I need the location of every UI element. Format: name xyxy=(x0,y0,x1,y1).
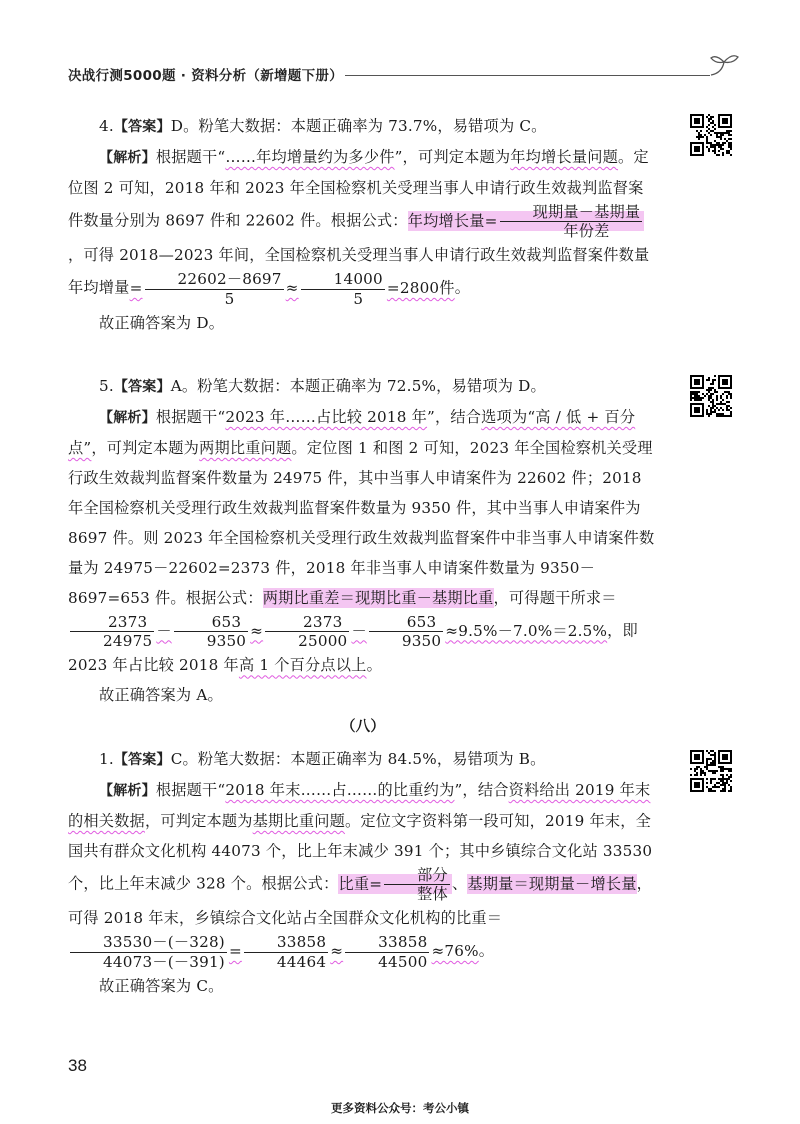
footer-note: 更多资料公众号：考公小镇 xyxy=(331,1101,469,1115)
page-number: 38 xyxy=(68,1056,87,1075)
qr-code-icon[interactable] xyxy=(690,114,732,156)
sprout-icon xyxy=(708,52,740,78)
formula-highlight: 年均增长量= $\frac{\text{现期量－基期量}}{\text{年份差}}$ xyxy=(408,211,645,231)
running-header: 决战行测5000题 · 资料分析（新增题下册） xyxy=(68,68,344,84)
qr-code-icon[interactable] xyxy=(690,375,732,417)
question-4: 4.【答案】D。粉笔大数据：本题正确率为 73.7%，易错项为 C。 【解析】根据题干“……年均增量约为多少件”，可判定本题为年均增长量问题。定位图 2 可知，2018 年和 2023 年全国检察机关受理当事人申请行政生效裁判监督案件数量分别为 8697 件和 22602 件。根据公式：年均增长量= $\frac{\text{现期量－基期量}}{\text{年份差}}$ ，可得 2018—2023 年间，全国检察机关受理当事人申请行政生效裁判监督案件数量年均增量= $\frac{22602-8697}{5}$ ≈ $\frac{14000}{5}$ =2800件。 故正确答案为 D。 xyxy=(68,117,650,332)
qr-code-icon[interactable] xyxy=(690,750,732,792)
question-1: 1.【答案】C。粉笔大数据：本题正确率为 84.5%，易错项为 B。 【解析】根据题干“2018 年末……占……的比重约为”，结合资料给出 2019 年末的相关数据，可判定本题为基期比重问题。定位文字资料第一段可知，2019 年末，全国共有群众文化机构 44073 个，比上年末减少 391 个；其中乡镇综合文化站 33530 个，比上年末减少 328 个。根据公式：比重= $\frac{\text{部分}}{\text{整体}}$ 、基期量＝现期量－增长量，可得 2018 年末，乡镇综合文化站占全国群众文化机构的比重＝ $\frac{33530-(-328)}{44073-(-391)}$ = $\frac{33858}{44464}$ ≈ $\frac{33858}{44500}$ ≈76%。 故正确答案为 C。 xyxy=(68,750,653,995)
header-rule xyxy=(345,75,710,76)
question-5: 5.【答案】A。粉笔大数据：本题正确率为 72.5%，易错项为 D。 【解析】根据题干“2023 年……占比较 2018 年”，结合选项为“高 / 低 + 百分点”，可判定本题为两期比重问题。定位图 1 和图 2 可知，2023 年全国检察机关受理行政生效裁判监督案件数量为 24975 件，其中当事人申请案件为 22602 件；2018 年全国检察机关受理行政生效裁判监督案件数量为 9350 件，其中当事人申请案件为 8697 件。则 2023 年全国检察机关受理行政生效裁判监督案件中非当事人申请案件数量为 24975－22602=2373 件，2018 年非当事人申请案件数量为 9350－8697=653 件。根据公式：两期比重差＝现期比重－基期比重，可得题干所求＝ $\frac{2373}{24975}$ － $\frac{653}{9350}$ ≈ $\frac{2373}{25000}$ － $\frac{653}{9350}$ ≈9.5%－7.0%＝2.5%，即 2023 年占比较 2018 年高 1 个百分点以上。 故正确答案为 A。 xyxy=(68,377,655,705)
section-heading: （八） xyxy=(340,719,386,735)
